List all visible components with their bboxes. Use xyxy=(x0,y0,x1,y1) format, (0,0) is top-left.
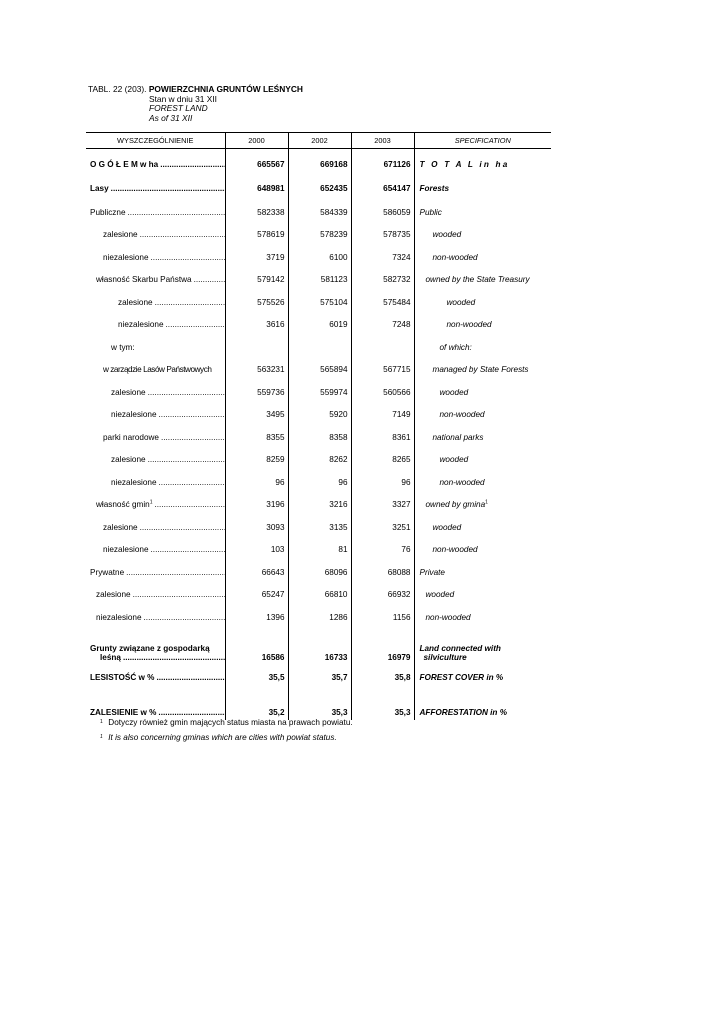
cell-2000: 1396 xyxy=(225,606,288,628)
cell-2003: 560566 xyxy=(351,381,414,403)
cell-2003: 35,8 xyxy=(351,664,414,690)
cell-2003: 8265 xyxy=(351,448,414,471)
row-spec xyxy=(414,628,551,664)
table-row xyxy=(86,606,551,628)
row-spec: non-wooded xyxy=(414,606,551,628)
row-spec: owned by the State Treasury xyxy=(414,268,551,291)
row-spec: Private xyxy=(414,561,551,583)
row-spec: non-wooded xyxy=(414,246,551,268)
cell-2003: 16979 xyxy=(351,628,414,664)
footnote-en xyxy=(100,730,353,745)
cell-2002 xyxy=(288,336,351,358)
cell-2003: 654147 xyxy=(351,176,414,201)
row-label: w zarządzie Lasów Państwowych xyxy=(103,365,212,374)
cell-2000: 8355 xyxy=(225,426,288,448)
col-header-label: WYSZCZEGÓLNIENIE xyxy=(86,133,225,149)
cell-2003: 96 xyxy=(351,471,414,493)
cell-2000: 3495 xyxy=(225,403,288,426)
cell-2003: 35,3 xyxy=(351,690,414,720)
row-spec: AFFORESTATION in % xyxy=(414,690,551,720)
row-spec: wooded xyxy=(414,583,551,606)
table-row xyxy=(86,516,551,538)
table-row xyxy=(86,448,551,471)
cell-2003: 7324 xyxy=(351,246,414,268)
cell-2002: 669168 xyxy=(288,153,351,176)
row-label: niezalesione xyxy=(103,252,149,262)
table-row xyxy=(86,664,551,690)
cell-2002: 96 xyxy=(288,471,351,493)
cell-2003: 66932 xyxy=(351,583,414,606)
col-header-specification: SPECIFICATION xyxy=(414,133,551,149)
cell-2003: 68088 xyxy=(351,561,414,583)
table-row xyxy=(86,358,551,381)
cell-2000: 575526 xyxy=(225,291,288,313)
cell-2002: 584339 xyxy=(288,201,351,223)
table-row xyxy=(86,493,551,516)
subtitle-en: As of 31 XII xyxy=(149,112,193,123)
cell-2003: 671126 xyxy=(351,153,414,176)
cell-2000: 665567 xyxy=(225,153,288,176)
row-label: O G Ó Ł E M w ha xyxy=(90,160,159,169)
cell-2003: 586059 xyxy=(351,201,414,223)
row-spec: managed by State Forests xyxy=(414,358,551,381)
row-spec: wooded xyxy=(414,448,551,471)
cell-2002: 16733 xyxy=(288,628,351,664)
cell-2003: 3327 xyxy=(351,493,414,516)
cell-2003: 7149 xyxy=(351,403,414,426)
row-spec: of which: xyxy=(414,336,551,358)
row-label: parki narodowe xyxy=(103,432,159,442)
cell-2000: 96 xyxy=(225,471,288,493)
footnote-ref: 1 xyxy=(149,499,153,506)
row-spec: FOREST COVER in % xyxy=(414,664,551,690)
cell-2002: 35,3 xyxy=(288,690,351,720)
cell-2003: 575484 xyxy=(351,291,414,313)
row-label: zalesione xyxy=(111,387,146,397)
cell-2000: 16586 xyxy=(225,628,288,664)
row-label: niezalesione xyxy=(118,320,164,329)
table-row xyxy=(86,538,551,561)
cell-2003: 8361 xyxy=(351,426,414,448)
cell-2002: 35,7 xyxy=(288,664,351,690)
row-label: Lasy xyxy=(90,184,109,193)
cell-2002: 575104 xyxy=(288,291,351,313)
row-label: niezalesione xyxy=(96,612,142,622)
table-row xyxy=(86,268,551,291)
footnotes xyxy=(100,715,353,745)
table-header-row xyxy=(86,133,551,149)
cell-2000: 3719 xyxy=(225,246,288,268)
footnote-pl xyxy=(100,715,353,730)
cell-2000: 648981 xyxy=(225,176,288,201)
row-spec: owned by gmina$^1$ xyxy=(414,493,551,516)
cell-2002: 1286 xyxy=(288,606,351,628)
cell-2002: 652435 xyxy=(288,176,351,201)
title-pl-text: POWIERZCHNIA GRUNTÓW LEŚNYCH xyxy=(148,84,303,94)
subtitle-pl: Stan w dniu 31 XII xyxy=(149,93,217,104)
table-row xyxy=(86,223,551,246)
row-spec: Public xyxy=(414,201,551,223)
row-spec: wooded xyxy=(414,223,551,246)
cell-2000: 8259 xyxy=(225,448,288,471)
table-row xyxy=(86,246,551,268)
cell-2000: 3616 xyxy=(225,313,288,336)
table-row xyxy=(86,381,551,403)
footnote-pl-text: Dotyczy również gmin mających status miasta na prawach powiatu. xyxy=(108,718,353,727)
cell-2003: 567715 xyxy=(351,358,414,381)
row-label: w tym: xyxy=(111,342,135,352)
cell-2000: 35,2 xyxy=(225,690,288,720)
cell-2002: 5920 xyxy=(288,403,351,426)
row-label: Publiczne xyxy=(90,207,126,217)
row-label: niezalesione xyxy=(103,545,149,554)
row-spec: non-wooded xyxy=(414,313,551,336)
row-label: własność gmin xyxy=(96,500,150,509)
row-label: Prywatne xyxy=(90,567,125,577)
cell-2000: 578619 xyxy=(225,223,288,246)
row-label: niezalesione xyxy=(111,410,157,419)
cell-2003: 1156 xyxy=(351,606,414,628)
table-row xyxy=(86,153,551,176)
cell-2002: 565894 xyxy=(288,358,351,381)
cell-2000 xyxy=(225,336,288,358)
table-row xyxy=(86,403,551,426)
table-row xyxy=(86,561,551,583)
cell-2002: 581123 xyxy=(288,268,351,291)
cell-2002: 8358 xyxy=(288,426,351,448)
cell-2000: 579142 xyxy=(225,268,288,291)
row-spec: non-wooded xyxy=(414,403,551,426)
cell-2002: 559974 xyxy=(288,381,351,403)
row-label-line-2: leśną xyxy=(100,653,121,662)
cell-2003: 582732 xyxy=(351,268,414,291)
row-spec: non-wooded xyxy=(414,471,551,493)
cell-2002: 66810 xyxy=(288,583,351,606)
table-row xyxy=(86,583,551,606)
cell-2002: 8262 xyxy=(288,448,351,471)
row-spec-line-1: Land connected with xyxy=(419,644,501,653)
row-label: LESISTOŚĆ w % xyxy=(90,672,155,682)
row-spec: non-wooded xyxy=(414,538,551,561)
row-spec: Forests xyxy=(414,176,551,201)
table-row xyxy=(86,201,551,223)
cell-2000: 66643 xyxy=(225,561,288,583)
row-label: zalesione xyxy=(111,455,146,464)
cell-2002: 6100 xyxy=(288,246,351,268)
row-spec: wooded xyxy=(414,516,551,538)
footnote-ref: 1 xyxy=(485,499,488,506)
cell-2000: 103 xyxy=(225,538,288,561)
cell-2000: 3196 xyxy=(225,493,288,516)
table-row xyxy=(86,313,551,336)
cell-2002: 3135 xyxy=(288,516,351,538)
forest-land-table xyxy=(86,132,551,720)
row-label: zalesione xyxy=(96,590,131,599)
col-header-2000: 2000 xyxy=(225,133,288,149)
cell-2002: 81 xyxy=(288,538,351,561)
cell-2002: 68096 xyxy=(288,561,351,583)
cell-2003: 578735 xyxy=(351,223,414,246)
table-row xyxy=(86,426,551,448)
cell-2002: 6019 xyxy=(288,313,351,336)
row-label: niezalesione xyxy=(111,477,157,487)
cell-2003: 3251 xyxy=(351,516,414,538)
footnote-marker: 1 xyxy=(100,734,103,740)
title-en: FOREST LAND xyxy=(149,103,208,114)
row-label: własność Skarbu Państwa xyxy=(96,275,192,284)
table-title-block xyxy=(88,85,303,123)
row-spec-line-2: silviculture xyxy=(423,653,467,662)
row-label: ZALESIENIE w % xyxy=(90,708,157,717)
col-header-2002: 2002 xyxy=(288,133,351,149)
cell-2002: 3216 xyxy=(288,493,351,516)
cell-2003 xyxy=(351,336,414,358)
table-row xyxy=(86,628,551,664)
table-ref: TABL. 22 (203). xyxy=(88,84,147,94)
cell-2000: 35,5 xyxy=(225,664,288,690)
cell-2003: 76 xyxy=(351,538,414,561)
col-header-2003: 2003 xyxy=(351,133,414,149)
row-spec: wooded xyxy=(414,291,551,313)
cell-2000: 563231 xyxy=(225,358,288,381)
table-row xyxy=(86,471,551,493)
table-row xyxy=(86,336,551,358)
row-spec: national parks xyxy=(414,426,551,448)
cell-2000: 3093 xyxy=(225,516,288,538)
row-spec: wooded xyxy=(414,381,551,403)
row-label: zalesione xyxy=(118,297,153,307)
cell-2000: 65247 xyxy=(225,583,288,606)
table-row xyxy=(86,291,551,313)
footnote-marker: 1 xyxy=(100,719,103,725)
cell-2003: 7248 xyxy=(351,313,414,336)
row-label-line-1: Grunty związane z gospodarką xyxy=(90,644,210,653)
table-row xyxy=(86,176,551,201)
footnote-en-text: It is also concerning gminas which are cities with powiat status. xyxy=(108,733,337,742)
cell-2002: 578239 xyxy=(288,223,351,246)
row-spec: T O T A L in ha xyxy=(414,153,551,176)
cell-2000: 559736 xyxy=(225,381,288,403)
row-label: zalesione xyxy=(103,230,138,239)
cell-2000: 582338 xyxy=(225,201,288,223)
row-label: zalesione xyxy=(103,522,138,532)
